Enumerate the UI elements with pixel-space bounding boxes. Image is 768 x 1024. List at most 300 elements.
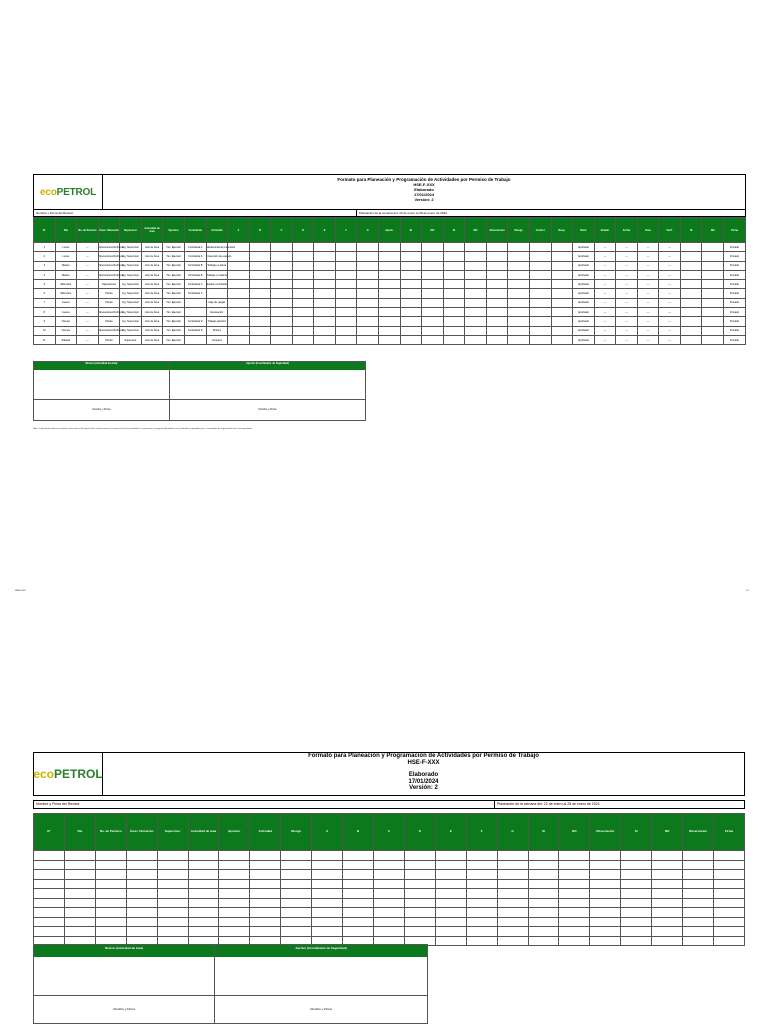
table-cell[interactable] xyxy=(34,851,65,861)
table-cell[interactable]: Jefe de Área xyxy=(141,308,163,317)
table-cell[interactable] xyxy=(551,243,573,252)
table-cell[interactable] xyxy=(683,898,714,908)
table-cell[interactable] xyxy=(621,908,652,918)
table-cell[interactable]: — xyxy=(77,243,99,252)
table-cell[interactable] xyxy=(357,326,379,335)
table-cell[interactable] xyxy=(343,898,374,908)
table-cell[interactable]: Jefe de Área xyxy=(141,243,163,252)
table-cell[interactable]: Operaciones Refinería xyxy=(98,326,120,335)
table-cell[interactable] xyxy=(702,335,724,344)
table-cell[interactable] xyxy=(465,317,487,326)
table-cell[interactable]: 6 xyxy=(34,289,56,298)
table-cell[interactable]: — xyxy=(77,252,99,261)
table-cell[interactable] xyxy=(404,898,435,908)
table-cell[interactable] xyxy=(466,908,497,918)
table-cell[interactable] xyxy=(465,335,487,344)
table-cell[interactable]: Izaje de cargas xyxy=(206,298,228,307)
table-cell[interactable] xyxy=(250,851,281,861)
table-cell[interactable] xyxy=(551,308,573,317)
table-cell[interactable]: Firmado xyxy=(724,298,746,307)
table-cell[interactable]: — xyxy=(594,326,616,335)
table-cell[interactable]: — xyxy=(77,317,99,326)
table-cell[interactable] xyxy=(157,860,188,870)
table-cell[interactable] xyxy=(95,870,126,880)
table-cell[interactable]: — xyxy=(77,326,99,335)
table-cell[interactable] xyxy=(219,889,250,899)
table-cell[interactable] xyxy=(702,252,724,261)
table-cell[interactable] xyxy=(404,908,435,918)
table-cell[interactable]: — xyxy=(616,298,638,307)
table-cell[interactable] xyxy=(621,936,652,946)
table-cell[interactable]: — xyxy=(637,280,659,289)
table-cell[interactable] xyxy=(157,889,188,899)
table-cell[interactable]: Jefe de Área xyxy=(141,317,163,326)
table-cell[interactable] xyxy=(652,936,683,946)
table-cell[interactable] xyxy=(184,308,206,317)
table-cell[interactable] xyxy=(249,270,271,279)
table-cell[interactable] xyxy=(157,917,188,927)
table-cell[interactable]: Jueves xyxy=(55,308,77,317)
table-cell[interactable] xyxy=(271,261,293,270)
table-cell[interactable] xyxy=(400,270,422,279)
table-cell[interactable] xyxy=(683,927,714,937)
table-cell[interactable]: — xyxy=(637,326,659,335)
table-cell[interactable] xyxy=(271,280,293,289)
table-cell[interactable] xyxy=(680,243,702,252)
table-cell[interactable] xyxy=(219,898,250,908)
table-cell[interactable]: 1 xyxy=(34,243,56,252)
table-cell[interactable] xyxy=(422,243,444,252)
table-cell[interactable] xyxy=(551,261,573,270)
table-cell[interactable] xyxy=(314,261,336,270)
table-cell[interactable] xyxy=(713,927,744,937)
table-cell[interactable] xyxy=(680,317,702,326)
table-cell[interactable] xyxy=(373,889,404,899)
table-cell[interactable]: — xyxy=(594,252,616,261)
table-cell[interactable]: Excavación xyxy=(206,308,228,317)
table-cell[interactable] xyxy=(551,335,573,344)
table-cell[interactable] xyxy=(188,879,219,889)
table-cell[interactable] xyxy=(249,335,271,344)
table-cell[interactable] xyxy=(680,289,702,298)
table-cell[interactable] xyxy=(373,879,404,889)
table-cell[interactable]: Viernes xyxy=(55,326,77,335)
table-cell[interactable]: — xyxy=(77,270,99,279)
table-cell[interactable] xyxy=(400,280,422,289)
table-cell[interactable] xyxy=(404,860,435,870)
table-cell[interactable] xyxy=(466,936,497,946)
table-cell[interactable] xyxy=(157,898,188,908)
table-cell[interactable] xyxy=(312,879,343,889)
table-cell[interactable] xyxy=(680,308,702,317)
table-cell[interactable] xyxy=(271,308,293,317)
table-cell[interactable] xyxy=(466,860,497,870)
table-cell[interactable] xyxy=(590,927,621,937)
table-cell[interactable]: Téc. Ejecutor xyxy=(163,308,185,317)
table-cell[interactable] xyxy=(188,889,219,899)
table-cell[interactable] xyxy=(652,860,683,870)
table-cell[interactable]: Jefe de Área xyxy=(141,261,163,270)
table-cell[interactable] xyxy=(292,317,314,326)
table-cell[interactable] xyxy=(292,270,314,279)
table-cell[interactable]: Contratista D xyxy=(184,326,206,335)
table-cell[interactable] xyxy=(508,252,530,261)
table-cell[interactable] xyxy=(683,860,714,870)
table-cell[interactable]: — xyxy=(659,243,681,252)
table-cell[interactable] xyxy=(702,326,724,335)
table-cell[interactable] xyxy=(292,326,314,335)
table-cell[interactable] xyxy=(314,270,336,279)
table-cell[interactable] xyxy=(559,917,590,927)
table-cell[interactable] xyxy=(652,908,683,918)
table-cell[interactable] xyxy=(95,917,126,927)
table-cell[interactable] xyxy=(435,860,466,870)
table-cell[interactable] xyxy=(443,308,465,317)
table-cell[interactable] xyxy=(652,927,683,937)
table-cell[interactable] xyxy=(621,879,652,889)
table-cell[interactable]: 5 xyxy=(34,280,56,289)
table-cell[interactable] xyxy=(465,308,487,317)
table-cell[interactable] xyxy=(528,898,559,908)
table-cell[interactable] xyxy=(188,927,219,937)
table-cell[interactable] xyxy=(249,308,271,317)
table-cell[interactable]: — xyxy=(594,270,616,279)
table-cell[interactable] xyxy=(435,908,466,918)
table-cell[interactable]: 4 xyxy=(34,270,56,279)
table-cell[interactable] xyxy=(529,317,551,326)
table-cell[interactable]: — xyxy=(594,317,616,326)
table-cell[interactable]: Aprobado xyxy=(573,335,595,344)
table-cell[interactable]: Operaciones Refinería xyxy=(98,308,120,317)
table-cell[interactable] xyxy=(621,917,652,927)
table-cell[interactable] xyxy=(435,936,466,946)
table-cell[interactable] xyxy=(443,270,465,279)
table-cell[interactable] xyxy=(529,243,551,252)
table-cell[interactable]: — xyxy=(659,317,681,326)
table-cell[interactable] xyxy=(422,326,444,335)
table-cell[interactable] xyxy=(529,261,551,270)
table-cell[interactable] xyxy=(683,917,714,927)
table-cell[interactable] xyxy=(292,252,314,261)
table-cell[interactable] xyxy=(443,317,465,326)
table-cell[interactable] xyxy=(271,252,293,261)
table-cell[interactable]: — xyxy=(659,326,681,335)
table-cell[interactable] xyxy=(497,917,528,927)
table-cell[interactable]: Téc. Ejecutor xyxy=(163,326,185,335)
table-cell[interactable] xyxy=(497,870,528,880)
table-cell[interactable] xyxy=(373,908,404,918)
table-cell[interactable] xyxy=(713,860,744,870)
table-cell[interactable] xyxy=(422,261,444,270)
table-cell[interactable] xyxy=(508,270,530,279)
table-cell[interactable] xyxy=(34,889,65,899)
table-cell[interactable] xyxy=(250,927,281,937)
table-cell[interactable] xyxy=(335,252,357,261)
table-cell[interactable] xyxy=(249,280,271,289)
table-cell[interactable] xyxy=(702,308,724,317)
table-cell[interactable] xyxy=(559,936,590,946)
table-cell[interactable] xyxy=(314,335,336,344)
table-cell[interactable] xyxy=(219,870,250,880)
table-cell[interactable] xyxy=(292,298,314,307)
table-cell[interactable]: 11 xyxy=(34,335,56,344)
table-cell[interactable] xyxy=(157,927,188,937)
table-cell[interactable]: Firmado xyxy=(724,335,746,344)
table-cell[interactable] xyxy=(508,261,530,270)
table-cell[interactable] xyxy=(652,879,683,889)
table-cell[interactable] xyxy=(357,335,379,344)
table-cell[interactable]: 3 xyxy=(34,261,56,270)
table-cell[interactable]: — xyxy=(77,280,99,289)
table-cell[interactable] xyxy=(188,860,219,870)
table-cell[interactable]: Aprobado xyxy=(573,317,595,326)
table-cell[interactable]: Inspección de equipos xyxy=(206,252,228,261)
table-cell[interactable] xyxy=(228,308,250,317)
table-cell[interactable]: — xyxy=(659,270,681,279)
table-cell[interactable] xyxy=(683,870,714,880)
table-cell[interactable]: — xyxy=(637,317,659,326)
table-cell[interactable]: — xyxy=(659,261,681,270)
table-cell[interactable] xyxy=(559,908,590,918)
table-cell[interactable] xyxy=(529,270,551,279)
table-cell[interactable] xyxy=(680,335,702,344)
table-cell[interactable] xyxy=(292,280,314,289)
table-cell[interactable] xyxy=(249,252,271,261)
table-cell[interactable] xyxy=(508,298,530,307)
table-cell[interactable] xyxy=(335,335,357,344)
table-cell[interactable] xyxy=(559,860,590,870)
table-cell[interactable] xyxy=(443,289,465,298)
table-cell[interactable] xyxy=(404,927,435,937)
table-cell[interactable] xyxy=(465,326,487,335)
table-cell[interactable] xyxy=(314,252,336,261)
table-cell[interactable]: Operaciones xyxy=(98,280,120,289)
table-cell[interactable]: — xyxy=(77,298,99,307)
table-cell[interactable] xyxy=(400,317,422,326)
table-cell[interactable] xyxy=(126,898,157,908)
table-cell[interactable] xyxy=(508,317,530,326)
table-cell[interactable] xyxy=(379,335,401,344)
table-cell[interactable] xyxy=(281,851,312,861)
table-cell[interactable] xyxy=(343,860,374,870)
table-cell[interactable]: Téc. Ejecutor xyxy=(163,280,185,289)
table-cell[interactable]: Contratista D xyxy=(184,317,206,326)
table-cell[interactable] xyxy=(219,851,250,861)
table-cell[interactable]: Aprobado xyxy=(573,280,595,289)
table-cell[interactable] xyxy=(551,298,573,307)
table-cell[interactable] xyxy=(357,298,379,307)
table-cell[interactable] xyxy=(435,879,466,889)
table-cell[interactable] xyxy=(486,280,508,289)
table-cell[interactable] xyxy=(422,317,444,326)
table-cell[interactable] xyxy=(621,927,652,937)
table-cell[interactable] xyxy=(379,252,401,261)
table-cell[interactable]: — xyxy=(594,280,616,289)
table-cell[interactable] xyxy=(34,927,65,937)
table-cell[interactable] xyxy=(343,927,374,937)
table-cell[interactable]: Lunes xyxy=(55,252,77,261)
table-cell[interactable] xyxy=(680,270,702,279)
table-cell[interactable] xyxy=(314,298,336,307)
table-cell[interactable] xyxy=(228,326,250,335)
table-cell[interactable]: Téc. Ejecutor xyxy=(163,317,185,326)
table-cell[interactable] xyxy=(379,298,401,307)
table-cell[interactable] xyxy=(465,289,487,298)
table-cell[interactable]: Martes xyxy=(55,261,77,270)
table-cell[interactable] xyxy=(590,870,621,880)
table-cell[interactable] xyxy=(379,289,401,298)
table-cell[interactable] xyxy=(271,326,293,335)
table-cell[interactable]: Téc. Ejecutor xyxy=(163,243,185,252)
table-cell[interactable] xyxy=(680,326,702,335)
table-cell[interactable] xyxy=(281,860,312,870)
table-cell[interactable] xyxy=(713,879,744,889)
table-cell[interactable] xyxy=(219,879,250,889)
table-cell[interactable]: — xyxy=(659,252,681,261)
table-cell[interactable]: — xyxy=(77,335,99,344)
table-cell[interactable] xyxy=(508,280,530,289)
table-cell[interactable]: Téc. Ejecutor xyxy=(163,298,185,307)
table-cell[interactable] xyxy=(281,898,312,908)
table-cell[interactable] xyxy=(95,851,126,861)
table-cell[interactable]: — xyxy=(616,261,638,270)
table-cell[interactable] xyxy=(551,280,573,289)
table-cell[interactable] xyxy=(379,326,401,335)
table-cell[interactable] xyxy=(529,326,551,335)
table-cell[interactable] xyxy=(312,917,343,927)
table-cell[interactable] xyxy=(713,851,744,861)
table-cell[interactable] xyxy=(312,927,343,937)
table-cell[interactable] xyxy=(559,927,590,937)
table-cell[interactable] xyxy=(465,270,487,279)
table-cell[interactable] xyxy=(357,289,379,298)
table-cell[interactable] xyxy=(652,851,683,861)
table-cell[interactable]: Operaciones Refinería xyxy=(98,252,120,261)
table-cell[interactable] xyxy=(508,289,530,298)
table-cell[interactable] xyxy=(343,889,374,899)
table-cell[interactable] xyxy=(64,898,95,908)
table-cell[interactable]: Ing. Supervisor xyxy=(120,270,142,279)
table-cell[interactable]: Aprobado xyxy=(573,326,595,335)
table-cell[interactable] xyxy=(590,917,621,927)
table-cell[interactable] xyxy=(64,889,95,899)
table-cell[interactable] xyxy=(250,917,281,927)
table-cell[interactable] xyxy=(702,289,724,298)
table-cell[interactable] xyxy=(126,860,157,870)
table-cell[interactable] xyxy=(466,879,497,889)
table-cell[interactable] xyxy=(95,908,126,918)
table-cell[interactable]: Téc. Ejecutor xyxy=(163,261,185,270)
table-cell[interactable]: — xyxy=(77,261,99,270)
table-cell[interactable] xyxy=(680,252,702,261)
table-cell[interactable] xyxy=(702,243,724,252)
table-cell[interactable] xyxy=(335,280,357,289)
table-cell[interactable]: Operaciones Refinería xyxy=(98,243,120,252)
table-cell[interactable] xyxy=(249,261,271,270)
table-cell[interactable] xyxy=(486,243,508,252)
table-cell[interactable]: Jefe de Área xyxy=(141,298,163,307)
table-cell[interactable] xyxy=(249,243,271,252)
table-cell[interactable]: 9 xyxy=(34,317,56,326)
table-cell[interactable] xyxy=(683,879,714,889)
table-cell[interactable]: Firmado xyxy=(724,280,746,289)
table-cell[interactable] xyxy=(379,243,401,252)
table-cell[interactable] xyxy=(621,851,652,861)
table-cell[interactable] xyxy=(281,879,312,889)
table-cell[interactable] xyxy=(466,851,497,861)
table-cell[interactable]: Contratista C xyxy=(184,289,206,298)
table-cell[interactable]: — xyxy=(616,243,638,252)
table-cell[interactable] xyxy=(551,270,573,279)
table-cell[interactable]: Téc. Ejecutor xyxy=(163,289,185,298)
table-cell[interactable] xyxy=(497,908,528,918)
table-cell[interactable] xyxy=(497,860,528,870)
table-cell[interactable]: 8 xyxy=(34,308,56,317)
table-cell[interactable] xyxy=(281,889,312,899)
table-cell[interactable] xyxy=(400,326,422,335)
table-cell[interactable]: Téc. Ejecutor xyxy=(163,252,185,261)
table-cell[interactable] xyxy=(271,270,293,279)
table-cell[interactable]: Contratista C xyxy=(184,280,206,289)
table-cell[interactable] xyxy=(249,289,271,298)
table-cell[interactable] xyxy=(404,870,435,880)
table-cell[interactable] xyxy=(422,270,444,279)
table-cell[interactable]: 10 xyxy=(34,326,56,335)
table-cell[interactable] xyxy=(528,889,559,899)
table-cell[interactable] xyxy=(559,898,590,908)
table-cell[interactable] xyxy=(292,289,314,298)
table-cell[interactable] xyxy=(400,252,422,261)
table-cell[interactable] xyxy=(34,860,65,870)
table-cell[interactable] xyxy=(373,927,404,937)
table-cell[interactable]: Firmado xyxy=(724,243,746,252)
table-cell[interactable]: Pintura xyxy=(206,326,228,335)
signature-right-field-2[interactable]: Nombre y Firma xyxy=(215,995,427,1023)
table-cell[interactable]: Firmado xyxy=(724,261,746,270)
table-cell[interactable] xyxy=(126,927,157,937)
table-cell[interactable] xyxy=(250,860,281,870)
table-cell[interactable] xyxy=(422,289,444,298)
table-cell[interactable] xyxy=(486,317,508,326)
table-cell[interactable] xyxy=(335,308,357,317)
table-cell[interactable] xyxy=(508,243,530,252)
table-cell[interactable] xyxy=(312,908,343,918)
table-cell[interactable] xyxy=(443,335,465,344)
table-cell[interactable]: Planta xyxy=(98,289,120,298)
table-cell[interactable]: Supervisor xyxy=(120,335,142,344)
table-cell[interactable] xyxy=(357,243,379,252)
table-cell[interactable] xyxy=(713,889,744,899)
table-cell[interactable] xyxy=(683,908,714,918)
table-cell[interactable] xyxy=(702,317,724,326)
table-cell[interactable] xyxy=(486,308,508,317)
table-cell[interactable] xyxy=(400,298,422,307)
table-cell[interactable] xyxy=(529,280,551,289)
table-cell[interactable] xyxy=(271,317,293,326)
table-cell[interactable] xyxy=(713,936,744,946)
table-cell[interactable] xyxy=(357,270,379,279)
table-cell[interactable] xyxy=(379,270,401,279)
table-cell[interactable] xyxy=(466,927,497,937)
table-cell[interactable] xyxy=(228,270,250,279)
table-cell[interactable] xyxy=(357,280,379,289)
signature-left-field[interactable]: Nombre y Firma xyxy=(34,399,169,420)
table-cell[interactable]: Mantenimiento preventivo xyxy=(206,243,228,252)
table-cell[interactable] xyxy=(312,898,343,908)
table-cell[interactable] xyxy=(271,243,293,252)
table-cell[interactable] xyxy=(250,889,281,899)
table-cell[interactable]: Ing. Supervisor xyxy=(120,326,142,335)
